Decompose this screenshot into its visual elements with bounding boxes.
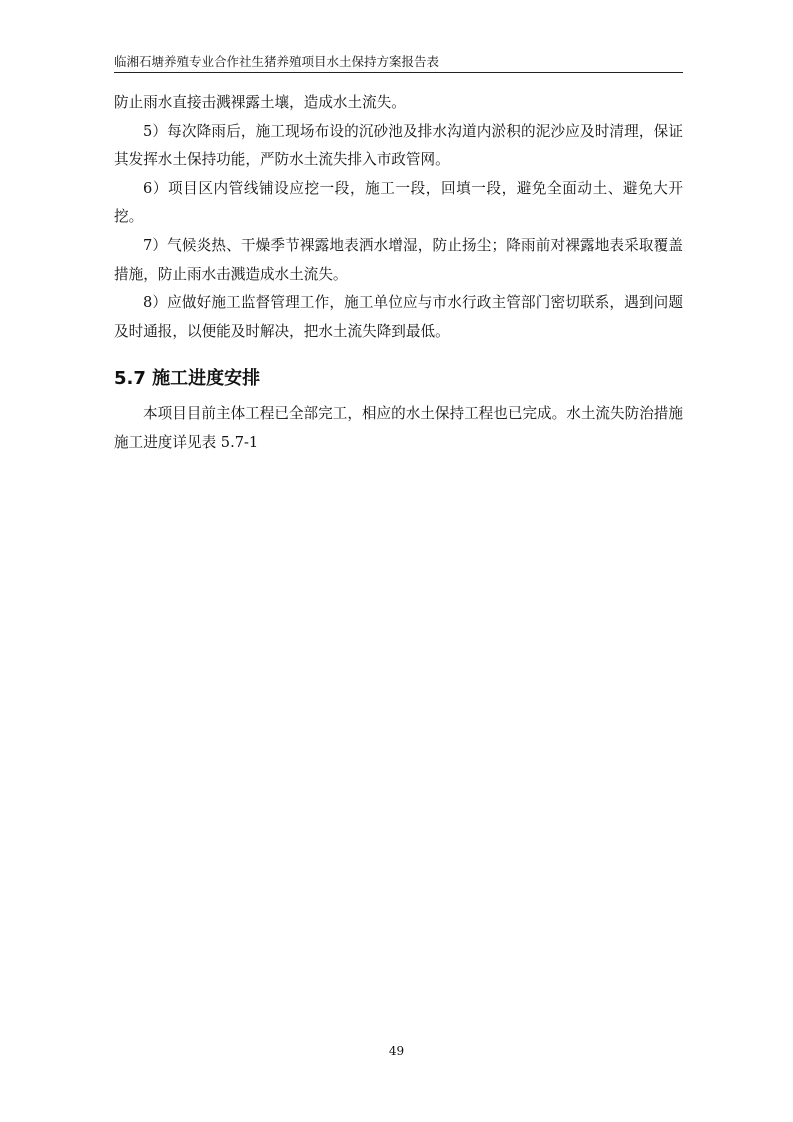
page-number: 49 — [388, 1044, 405, 1058]
section-paragraph: 本项目目前主体工程已全部完工，相应的水土保持工程也已完成。水土流失防治措施施工进度详见表 5.7-1 — [114, 405, 683, 451]
header-divider — [114, 72, 683, 73]
document-header: 临湘石塘养殖专业合作社生猪养殖项目水土保持方案报告表 — [114, 54, 440, 69]
section-heading: 5.7 施工进度安排 — [114, 368, 261, 390]
paragraph-continuation: 防止雨水直接击溅裸露土壤，造成水土流失。 — [114, 94, 406, 111]
measure-item-5: 5）每次降雨后，施工现场布设的沉砂池及排水沟道内淤积的泥沙应及时清理，保证其发挥水土保持功能，严防水土流失排入市政管网。 — [114, 122, 683, 169]
measure-item-8: 8）应做好施工监督管理工作，施工单位应与市水行政主管部门密切联系，遇到问题及时通报，以便能及时解决，把水土流失降到最低。 — [114, 294, 683, 340]
document-body — [114, 89, 683, 458]
measure-item-7: 7）气候炎热、干燥季节裸露地表洒水增湿，防止扬尘；降雨前对裸露地表采取覆盖措施，防止雨水击溅造成水土流失。 — [114, 236, 683, 283]
measure-item-6: 6）项目区内管线铺设应挖一段，施工一段，回填一段，避免全面动土、避免大开挖。 — [114, 179, 683, 226]
